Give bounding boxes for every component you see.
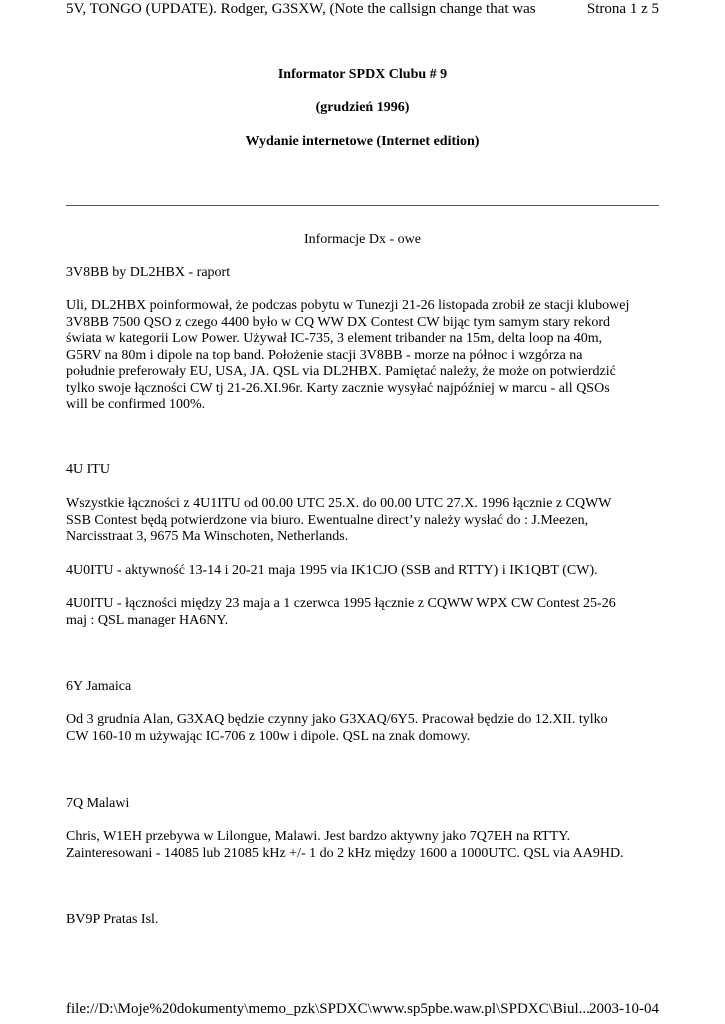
text-line: Wszystkie łączności z 4U1ITU od 00.00 UTC 25.X. do 00.00 UTC 27.X. 1996 łącznie z CQWW bbox=[66, 496, 612, 511]
paragraph-4u0itu-activity bbox=[66, 563, 666, 580]
text-line: 4U0ITU - łączności między 23 maja a 1 czerwca 1995 łącznie z CQWW WPX CW Contest 25-26 bbox=[66, 596, 616, 611]
page-footer-date: 2003-10-04 bbox=[589, 1001, 659, 1017]
text-line: południe preferowały EU, USA, JA. QSL via DL2HBX. Pamiętać należy, że może on potwierdzić bbox=[66, 364, 616, 379]
section-heading: Informacje Dx - owe bbox=[303, 232, 421, 247]
paragraph-6y bbox=[66, 712, 666, 745]
text-line: Chris, W1EH przebywa w Lilongue, Malawi. Jest bardzo aktywny jako 7Q7EH na RTTY. bbox=[66, 829, 571, 844]
text-line: SSB Contest będą potwierdzone via biuro. Ewentualne direct’y należy wysłać do : J.Meezen, bbox=[66, 512, 589, 528]
text-line: CW 160-10 m używając IC-706 z 100w i dipole. QSL na znak domowy. bbox=[66, 728, 471, 744]
text-line: G5RV na 80m i dipole na top band. Położenie stacji 3V8BB - morze na północ i wzgórza na bbox=[66, 347, 583, 363]
page-header-title: 5V, TONGO (UPDATE). Rodger, G3SXW, (Note the callsign change that was bbox=[66, 1, 536, 17]
paragraph-7q bbox=[66, 829, 666, 862]
heading-7q-malawi-text: 7Q Malawi bbox=[66, 796, 130, 811]
text-line: maj : QSL manager HA6NY. bbox=[66, 612, 229, 628]
paragraph-4u1itu bbox=[66, 496, 666, 546]
heading-bv9p-pratas bbox=[66, 912, 666, 929]
document-title: Informator SPDX Clubu # 9 bbox=[277, 67, 448, 82]
text-line: Zainteresowani - 14085 lub 21085 kHz +/- 1 do 2 kHz między 1600 a 1000UTC. QSL via AA9HD. bbox=[66, 845, 624, 861]
heading-bv9p-pratas-text: BV9P Pratas Isl. bbox=[66, 912, 159, 927]
heading-6y-jamaica bbox=[66, 679, 666, 696]
heading-7q-malawi bbox=[66, 796, 666, 813]
paragraph-4u0itu-qsl bbox=[66, 596, 666, 629]
text-line: Od 3 grudnia Alan, G3XAQ będzie czynny jako G3XAQ/6Y5. Pracował będzie do 12.XII. tylko bbox=[66, 712, 608, 727]
paragraph-3v8bb bbox=[66, 298, 666, 414]
page-header-page-number: Strona 1 z 5 bbox=[586, 1, 659, 17]
text-line: Uli, DL2HBX poinformował, że podczas pobytu w Tunezji 21-26 listopada zrobił ze stacji klubowej bbox=[66, 298, 630, 313]
page-footer-path: file://D:\Moje%20dokumenty\memo_pzk\SPDXC\www.sp5pbe.waw.pl\SPDXC\Biul... bbox=[66, 1001, 590, 1017]
document-edition: Wydanie internetowe (Internet edition) bbox=[245, 134, 480, 149]
text-line: świata w kategorii Low Power. Używał IC-735, 3 element tribander na 15m, delta loop na 40m, bbox=[66, 331, 603, 346]
heading-6y-jamaica-text: 6Y Jamaica bbox=[66, 679, 132, 694]
text-line: Narcisstraat 3, 9675 Ma Winschoten, Netherlands. bbox=[66, 529, 349, 544]
heading-3v8bb-text: 3V8BB by DL2HBX - raport bbox=[66, 265, 231, 280]
text-line: 4U0ITU - aktywność 13-14 i 20-21 maja 1995 via IK1CJO (SSB and RTTY) i IK1QBT (CW). bbox=[66, 563, 598, 578]
text-line: 3V8BB 7500 QSO z czego 4400 było w CQ WW DX Contest CW bijąc tym samym stary rekord bbox=[66, 314, 610, 330]
text-line: tylko swoje łączności CW tj 21-26.XI.96r. Karty zacznie wysyłać najpóźniej w marcu - all QSOs bbox=[66, 380, 610, 396]
document-date: (grudzień 1996) bbox=[315, 100, 410, 115]
heading-4u-itu bbox=[66, 462, 666, 479]
heading-3v8bb bbox=[66, 265, 666, 282]
heading-4u-itu-text: 4U ITU bbox=[66, 462, 110, 477]
horizontal-divider bbox=[66, 205, 659, 206]
text-line: will be confirmed 100%. bbox=[66, 397, 206, 412]
